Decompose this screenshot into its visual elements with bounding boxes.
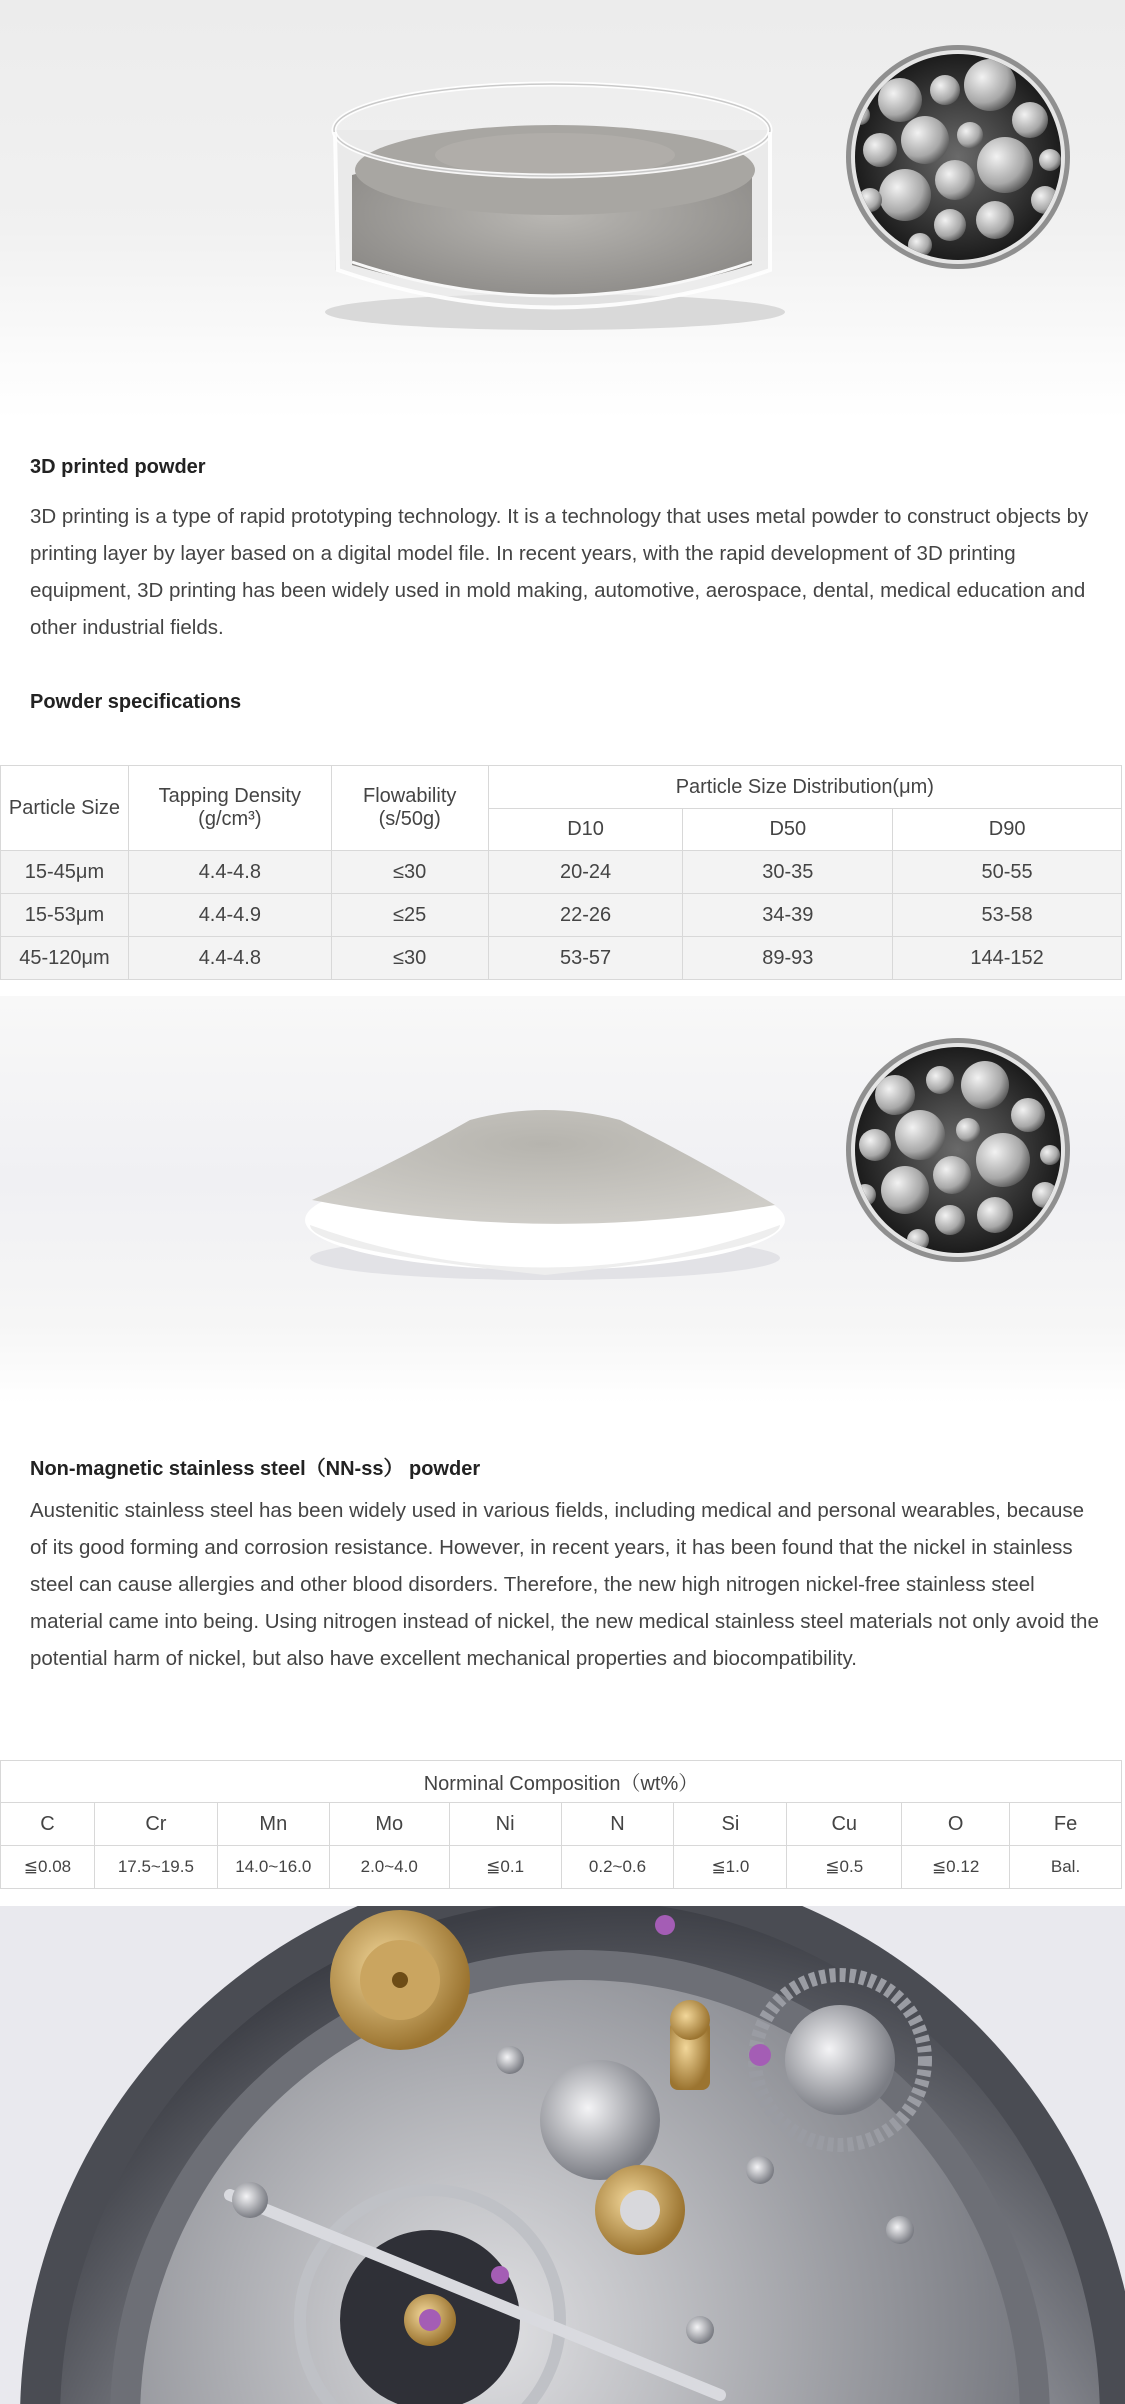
table-cell: 15-45μm — [1, 851, 129, 894]
table-cell: 144-152 — [893, 937, 1122, 980]
header-d10: D10 — [488, 809, 683, 851]
composition-title: Norminal Composition（wt%） — [1, 1761, 1122, 1803]
section-paragraph-3d-printing: 3D printing is a type of rapid prototyping technology. It is a technology that uses metal powder to construct objects by printing layer by layer based on a digital model file. In recent years, with the rapid development of 3D printing equipment, 3D printing has been widely used in mold making, automotive, aerospace, dental, medical education and other industrial fields. — [30, 505, 1089, 639]
table-cell: ≤30 — [331, 937, 488, 980]
watch-movement-image — [0, 1906, 1125, 2404]
element-value: 14.0~16.0 — [217, 1846, 329, 1889]
element-value: 2.0~4.0 — [329, 1846, 449, 1889]
element-value: 0.2~0.6 — [561, 1846, 674, 1889]
table-cell: 34-39 — [683, 894, 893, 937]
plate-illustration — [0, 996, 1125, 1404]
petri-dish-powder-image — [0, 0, 1125, 420]
table-cell: 20-24 — [488, 851, 683, 894]
table-cell: 45-120μm — [1, 937, 129, 980]
element-value: ≦0.08 — [1, 1846, 95, 1889]
element-header: C — [1, 1803, 95, 1846]
element-header: O — [902, 1803, 1010, 1846]
element-header: Ni — [449, 1803, 561, 1846]
powder-spec-table — [0, 765, 1122, 980]
element-value: 17.5~19.5 — [94, 1846, 217, 1889]
table-row — [1, 937, 1122, 980]
plate-powder-image — [0, 996, 1125, 1404]
table-cell: 4.4-4.8 — [128, 937, 331, 980]
table-cell: 22-26 — [488, 894, 683, 937]
element-header: Si — [674, 1803, 787, 1846]
table-cell: 53-57 — [488, 937, 683, 980]
table-row — [1, 894, 1122, 937]
table-cell: ≤30 — [331, 851, 488, 894]
petri-dish-illustration — [0, 0, 1125, 420]
section-title-3d-printed-powder: 3D printed powder — [30, 456, 206, 478]
element-value: Bal. — [1010, 1846, 1122, 1889]
watch-movement-illustration — [0, 1906, 1125, 2404]
element-header: Cu — [787, 1803, 902, 1846]
table-cell: 89-93 — [683, 937, 893, 980]
element-header-row — [1, 1803, 1122, 1846]
element-header: Mn — [217, 1803, 329, 1846]
element-value: ≦0.5 — [787, 1846, 902, 1889]
section-title-nn-ss-powder: Non-magnetic stainless steel（NN-ss） powder — [30, 1458, 481, 1480]
table-cell: 15-53μm — [1, 894, 129, 937]
element-header: Mo — [329, 1803, 449, 1846]
element-value: ≦0.12 — [902, 1846, 1010, 1889]
composition-table — [0, 1760, 1122, 1889]
element-value: ≦0.1 — [449, 1846, 561, 1889]
element-value-row — [1, 1846, 1122, 1889]
header-d90: D90 — [893, 809, 1122, 851]
table-cell: 4.4-4.8 — [128, 851, 331, 894]
table-cell: 53-58 — [893, 894, 1122, 937]
header-particle-size-distribution: Particle Size Distribution(μm) — [488, 766, 1121, 809]
section-title-powder-specifications: Powder specifications — [30, 691, 242, 713]
element-value: ≦1.0 — [674, 1846, 787, 1889]
element-header: N — [561, 1803, 674, 1846]
element-header: Cr — [94, 1803, 217, 1846]
table-cell: 30-35 — [683, 851, 893, 894]
table-cell: 4.4-4.9 — [128, 894, 331, 937]
table-cell: ≤25 — [331, 894, 488, 937]
header-tapping-density: Tapping Density (g/cm³) — [128, 766, 331, 851]
table-cell: 50-55 — [893, 851, 1122, 894]
element-header: Fe — [1010, 1803, 1122, 1846]
header-particle-size: Particle Size — [1, 766, 129, 851]
section-paragraph-nn-ss: Austenitic stainless steel has been widely used in various fields, including medical and personal wearables, because of its good forming and corrosion resistance. However, in recent years, it has been found that the nickel in stainless steel can cause allergies and other blood disorders. Therefore, the new high nitrogen nickel-free stainless steel material came into being. Using nitrogen instead of nickel, the new medical stainless steel materials not only avoid the potential harm of nickel, but also have excellent mechanical properties and biocompatibility. — [30, 1499, 1099, 1670]
header-d50: D50 — [683, 809, 893, 851]
table-row — [1, 851, 1122, 894]
header-flowability: Flowability (s/50g) — [331, 766, 488, 851]
